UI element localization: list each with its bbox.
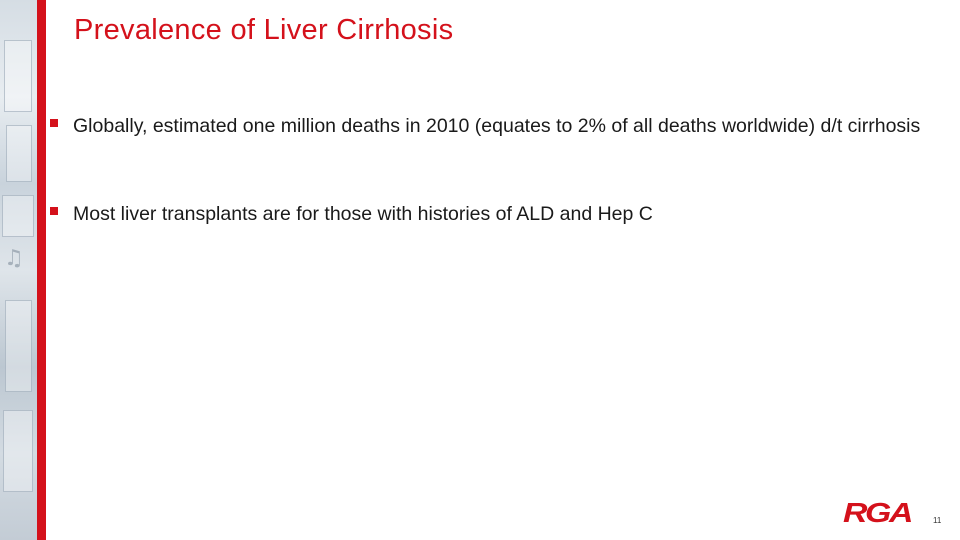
bullet-square-icon — [50, 119, 58, 127]
bullet-item — [50, 114, 955, 138]
bullet-square-icon — [50, 207, 58, 215]
window-pane-shape — [4, 40, 32, 112]
logo-wordmark: RGA — [843, 500, 912, 524]
bullet-text: Globally, estimated one million deaths in 2010 (equates to 2% of all deaths worldwide) d/t cirrhosis — [73, 115, 921, 137]
bullet-text: Most liver transplants are for those with histories of ALD and Hep C — [73, 203, 653, 225]
bullet-item — [50, 202, 955, 226]
window-pane-shape — [3, 410, 33, 492]
window-pane-shape — [2, 195, 34, 237]
bullet-list — [50, 114, 955, 226]
accent-bar — [37, 0, 46, 540]
window-pane-shape — [6, 125, 32, 182]
slide-title: Prevalence of Liver Cirrhosis — [74, 14, 454, 46]
page-number: 11 — [933, 516, 942, 525]
decorative-side-image — [0, 0, 37, 540]
rga-logo — [842, 500, 912, 524]
window-pane-shape — [5, 300, 32, 392]
music-note-icon: ♫ — [4, 246, 24, 271]
